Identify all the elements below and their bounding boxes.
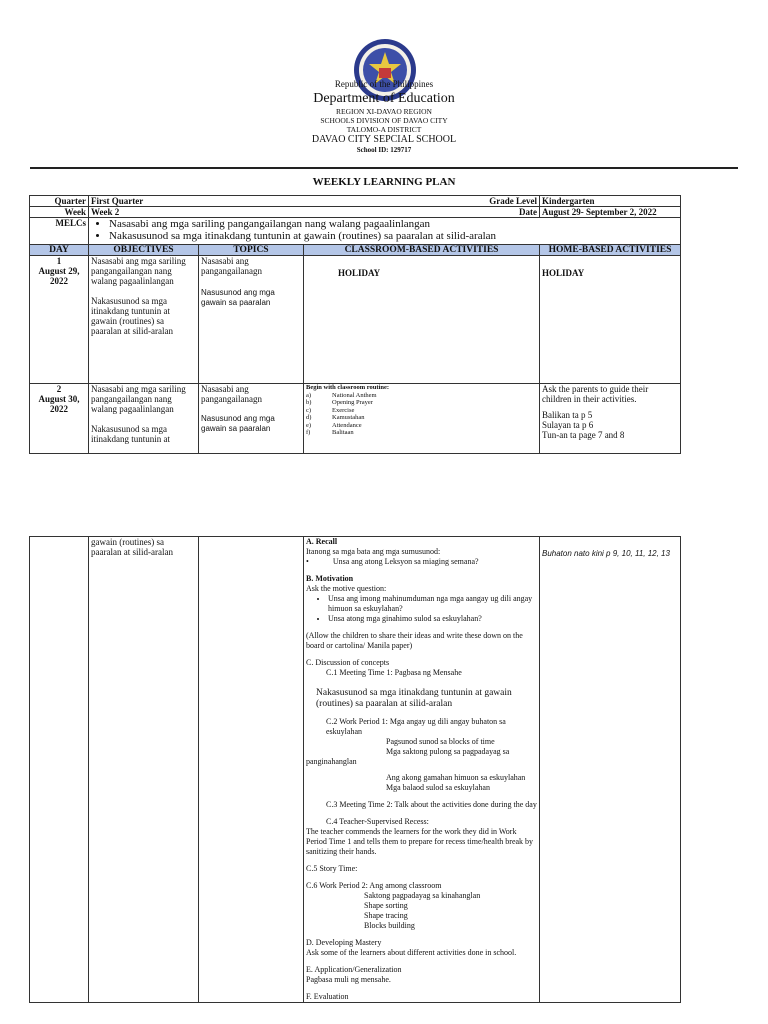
plan-table-continued: [29, 536, 681, 1003]
republic-line: Republic of the Philippines: [334, 79, 434, 89]
classroom-cell: A. Recall Itanong sa mga bata ang mga sumusunod: • Unsa ang atong Leksyon sa miaging semana? B. Motivation Ask the motive question: • Unsa ang imong mahinumduman nga mga aangay ug dili angay himuon sa eskuylahan? • Unsa atong mga ginahimo sulod sa eskuylahan? (Allow the children to share their ideas and write these down on the board or cartolina/ Manila paper) C. Discussion of concepts C.1 Meeting Time 1: Pagbasa ng Mensahe Nakasusunod sa mga itinakdang tuntunin at gawain (routines) sa paaralan at silid-aralan C.2 Work Period 1: Mga angay ug dili angay buhaton sa eskuylahan Pagsunod sunod sa blocks of time Mga saktong pulong sa pagpadayag sa panginahanglan Ang akong gamahan himuon sa eskuylahan Mga balaod sulod sa eskuylahan C.3 Meeting Time 2: Talk about the activities done during the day C.4 Teacher-Supervised Recess: The teacher commends the learners for the work they did in Work Period Time 1 and tells them to prepare for recess time/health break by sanitizing their hands. C.5 Story Time: C.6 Work Period 2: Ang among classroom Saktong pagpadayag sa kinahanglan Shape sorting Shape tracing Blocks building D. Developing Mastery Ask some of the learners about different activities done in school. E. Application/Generalization Pagbasa muli ng mensahe. F. Evaluation: [304, 537, 540, 1003]
home-cell: Buhaton nato kini p 9, 10, 11, 12, 13: [540, 537, 681, 1003]
list-item: a) National Anthem: [306, 391, 377, 399]
district-line: TALOMO-A DISTRICT: [346, 125, 422, 134]
melc-item: • Nasasabi ang mga sariling pangangailangan nang walang pagaalinlangan: [109, 218, 678, 230]
quarter-label: Quarter: [30, 196, 89, 207]
plan-title: WEEKLY LEARNING PLAN: [312, 176, 456, 188]
division-line: SCHOOLS DIVISION OF DAVAO CITY: [320, 116, 448, 125]
week-value: Week 2 Date: [89, 207, 540, 218]
quarter-value: First Quarter Grade Level: [89, 196, 540, 207]
home-cell: HOLIDAY: [540, 256, 681, 384]
day-cell: [30, 537, 89, 1003]
col-objectives: OBJECTIVES: [89, 245, 199, 256]
objectives-cell: Nasasabi ang mga sariling pangangailangan nang walang pagaalinlangan Nakasusunod sa mga itinakdang tuntunin at: [89, 384, 199, 454]
list-item: d) Kamustahan: [306, 414, 365, 421]
list-item: e) Attendance: [306, 421, 362, 429]
list-item: • Unsa ang imong mahinumduman nga mga aangay ug dili angay himuon sa eskuylahan?: [328, 594, 537, 614]
list-item: c) Exercise: [306, 406, 355, 414]
region-line: REGION XI-DAVAO REGION: [336, 107, 432, 116]
day-cell: 2 August 30, 2022: [30, 384, 89, 454]
col-day: DAY: [30, 245, 89, 256]
topics-cell: Nasasabi ang pangangailanagn Nasusunod ang mga gawain sa paaralan: [199, 384, 304, 454]
week-label: Week: [30, 207, 89, 218]
col-classroom: CLASSROOM-BASED ACTIVITIES: [304, 245, 540, 256]
date-value: August 29- September 2, 2022: [540, 207, 681, 218]
date-label: Date: [519, 207, 538, 217]
objectives-cell: gawain (routines) sa paaralan at silid-aralan: [89, 537, 199, 1003]
grade-value: Kindergarten: [540, 196, 681, 207]
list-item: f) Balitaan: [306, 429, 354, 436]
school-name: DAVAO CITY SEPCIAL SCHOOL: [311, 134, 457, 145]
home-cell: Ask the parents to guide their children in their activities. Balikan ta p 5 Sulayan ta p 6 Tun-an ta page 7 and 8: [540, 384, 681, 454]
list-item: b) Opening Prayer: [306, 399, 373, 406]
topics-cell: Nasasabi ang pangangailanagn Nasusunod ang mga gawain sa paaralan: [199, 256, 304, 384]
melcs-label: MELCs: [30, 218, 89, 245]
list-item: • Unsa atong mga ginahimo sulod sa eskuylahan?: [328, 614, 537, 624]
day-cell: 1 August 29, 2022: [30, 256, 89, 384]
melc-item: • Nakasusunod sa mga itinakdang tuntunin at gawain (routines) sa paaralan at silid-aralan: [109, 230, 678, 242]
col-topics: TOPICS: [199, 245, 304, 256]
plan-table: [29, 195, 681, 454]
classroom-cell: HOLIDAY: [304, 256, 540, 384]
table-row: [30, 537, 681, 1003]
grade-label: Grade Level: [489, 196, 538, 206]
table-row: [30, 256, 681, 384]
classroom-cell: Begin with classroom routine: a) National Anthem b) Opening Prayer c) Exercise d) Kamustahan e) Attendance f) Balitaan: [304, 384, 540, 454]
table-row: [30, 384, 681, 454]
topics-cell: [199, 537, 304, 1003]
department-name: Department of Education: [313, 91, 455, 106]
melcs-list: [89, 218, 681, 245]
header-divider: [30, 167, 738, 169]
objectives-cell: Nasasabi ang mga sariling pangangailangan nang walang pagaalinlangan Nakasusunod sa mga itinakdang tuntunin at gawain (routines) sa paaralan at silid-aralan: [89, 256, 199, 384]
school-id: School ID: 129717: [356, 146, 412, 154]
col-home: HOME-BASED ACTIVITIES: [540, 245, 681, 256]
routine-list: [306, 392, 537, 437]
